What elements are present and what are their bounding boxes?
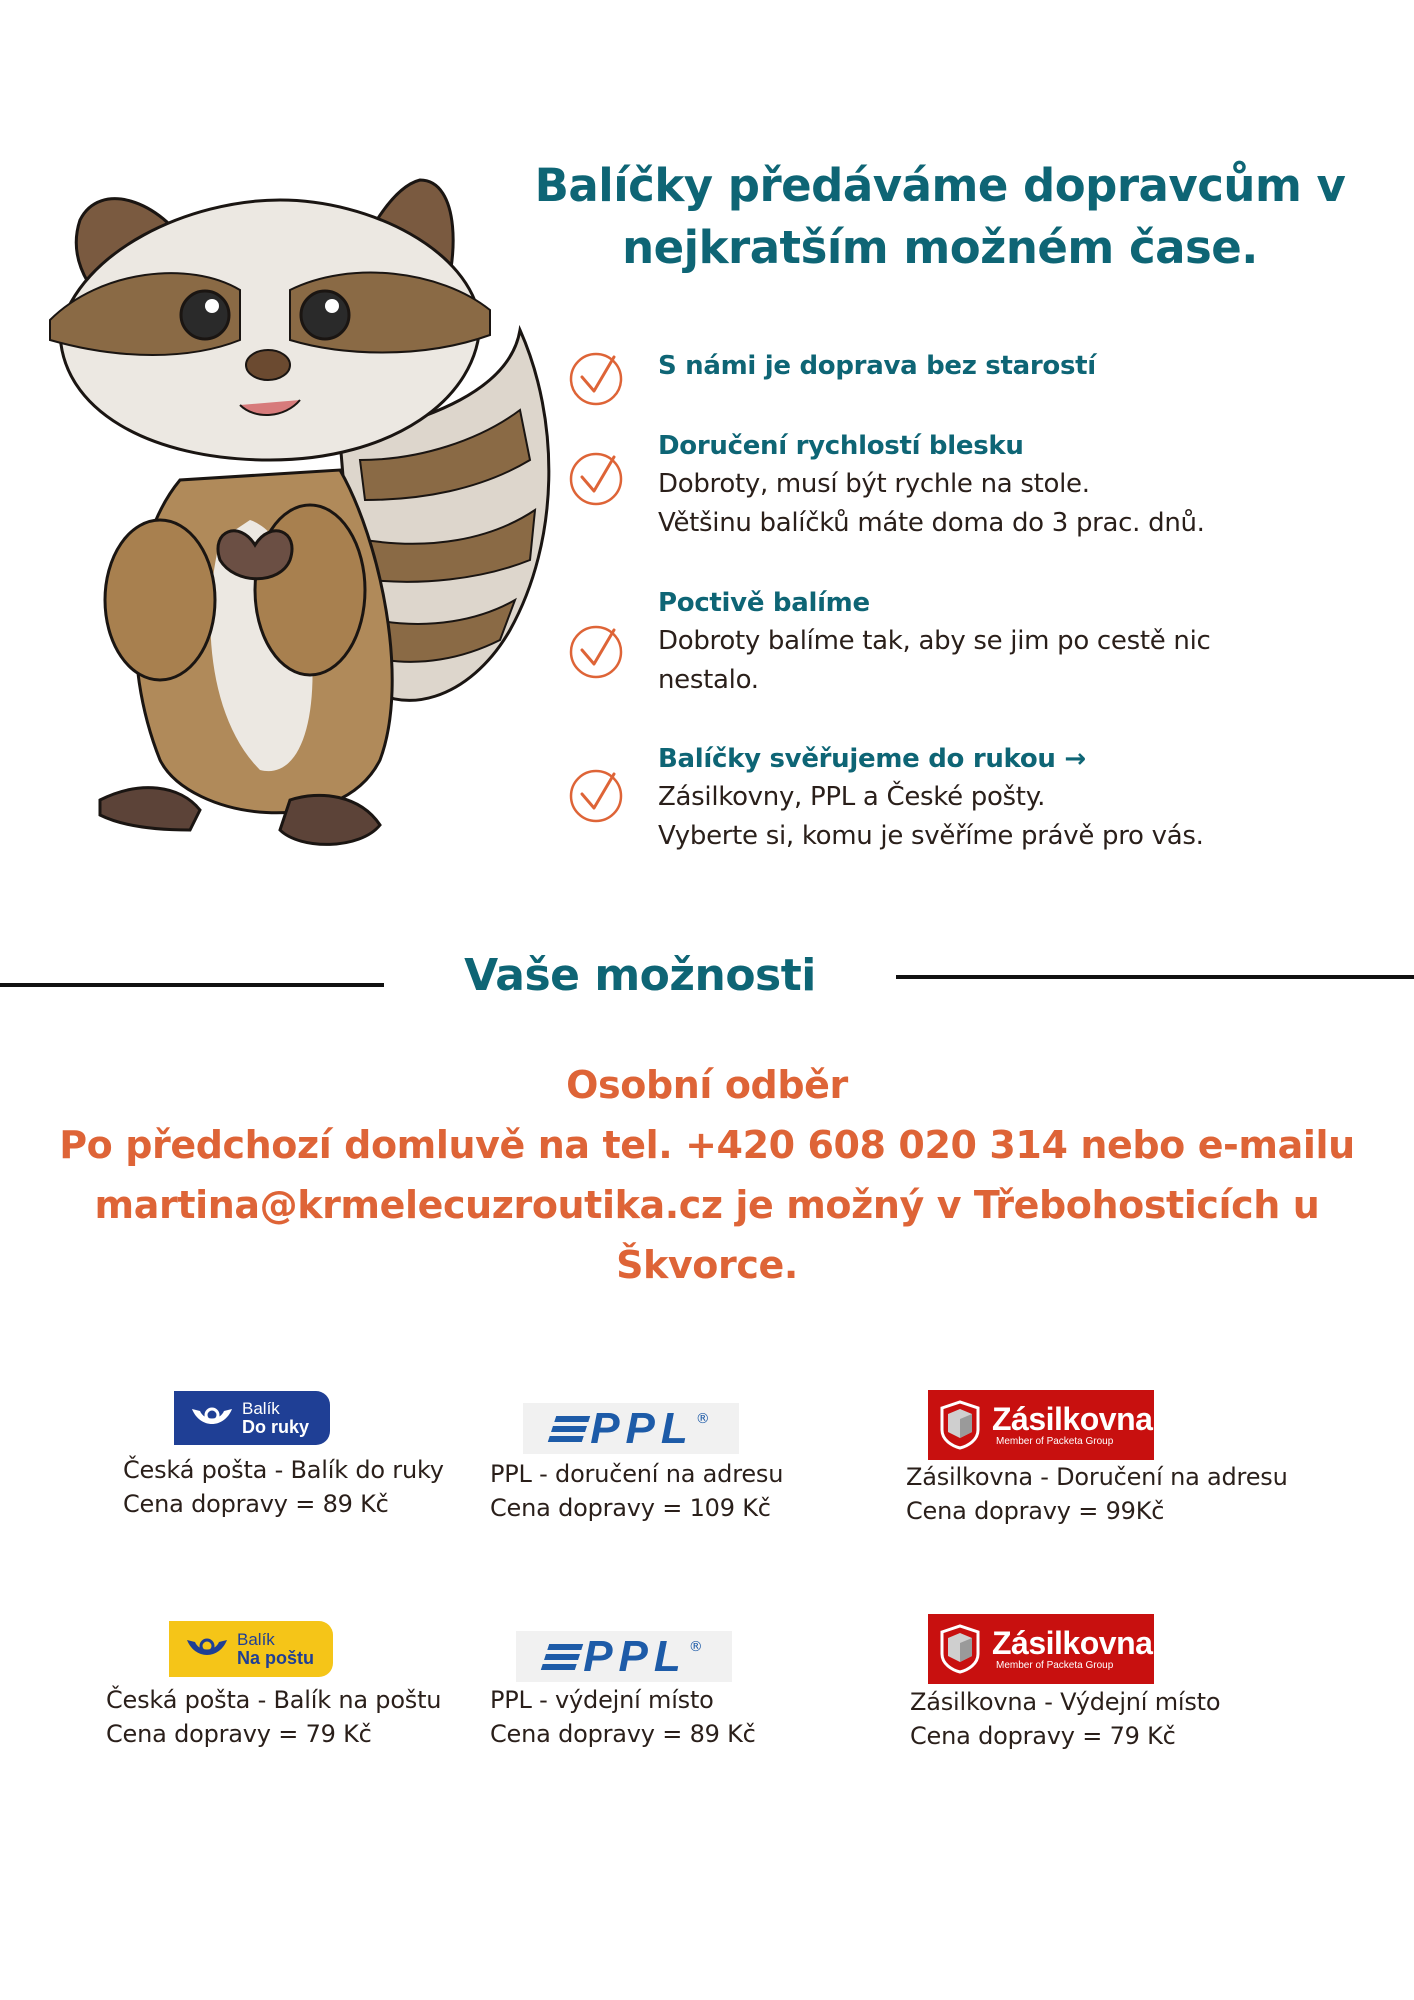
pickup-info [30, 1055, 1384, 1295]
registered-mark: ® [688, 1639, 703, 1655]
check-circle-icon [568, 447, 628, 507]
ppl-logo [523, 1403, 739, 1454]
logo-text: Balík [237, 1630, 275, 1649]
divider-left [0, 983, 384, 987]
pickup-title: Osobní odběr [566, 1063, 848, 1107]
feature-title: Balíčky svěřujeme do rukou → [658, 744, 1086, 774]
check-circle-icon [568, 620, 628, 680]
package-shield-icon [938, 1624, 982, 1674]
check-circle-icon [568, 764, 628, 824]
feature-item [568, 347, 1288, 407]
carrier-option[interactable] [490, 1683, 756, 1751]
raccoon-mascot [40, 160, 570, 870]
feature-body-line: nestalo. [658, 665, 759, 695]
carrier-option[interactable] [910, 1685, 1220, 1753]
carrier-name: PPL - doručení na adresu [490, 1460, 784, 1488]
feature-body-line: Zásilkovny, PPL a České pošty. [658, 782, 1046, 812]
logo-text: Na poštu [237, 1648, 315, 1668]
zasilkovna-logo [928, 1390, 1154, 1460]
ceska-posta-balik-na-postu-logo [169, 1621, 333, 1677]
logo-subtext: Member of Packeta Group [996, 1660, 1114, 1671]
registered-mark: ® [695, 1411, 710, 1427]
feature-item [568, 584, 1288, 704]
package-shield-icon [938, 1400, 982, 1450]
section-title: Vaše možnosti [464, 950, 816, 1001]
logo-text: PPL [583, 1631, 687, 1681]
pickup-line: Po předchozí domluvě na tel. +420 608 020 314 nebo e-mailu [59, 1123, 1355, 1167]
ceska-posta-balik-do-ruky-logo [174, 1391, 330, 1445]
carrier-price: Cena dopravy = 79 Kč [910, 1722, 1176, 1750]
carrier-name: Česká pošta - Balík na poštu [106, 1686, 442, 1714]
feature-body-line: Dobroty, musí být rychle na stole. [658, 469, 1090, 499]
feature-title: S námi je doprava bez starostí [658, 351, 1096, 381]
pickup-line: Škvorce. [616, 1243, 798, 1287]
feature-body-line: Většinu balíčků máte doma do 3 prac. dnů. [658, 508, 1205, 538]
logo-subtext: Member of Packeta Group [996, 1436, 1114, 1447]
logo-text: Do ruky [242, 1417, 310, 1437]
carrier-option[interactable] [106, 1683, 441, 1751]
divider-right [896, 975, 1414, 979]
carrier-price: Cena dopravy = 89 Kč [490, 1720, 756, 1748]
carrier-option[interactable] [490, 1457, 783, 1525]
logo-text: Zásilkovna [992, 1401, 1153, 1437]
posthorn-icon [185, 1634, 229, 1664]
posthorn-icon [190, 1403, 234, 1433]
hero-title [520, 155, 1360, 279]
ppl-speed-bars-icon [548, 1416, 590, 1442]
logo-text: PPL [590, 1403, 694, 1453]
carrier-name: PPL - výdejní místo [490, 1686, 714, 1714]
logo-text: Balík [242, 1399, 280, 1418]
feature-body-line: Vyberte si, komu je svěříme právě pro vás. [658, 821, 1204, 851]
hero-title-line-1: Balíčky předáváme dopravcům v [534, 159, 1346, 212]
carrier-name: Zásilkovna - Výdejní místo [910, 1688, 1221, 1716]
feature-title: Poctivě balíme [658, 588, 870, 618]
carrier-price: Cena dopravy = 99Kč [906, 1497, 1165, 1525]
hero-title-line-2: nejkratším možném čase. [622, 221, 1258, 274]
ppl-logo [516, 1631, 732, 1682]
carrier-price: Cena dopravy = 109 Kč [490, 1494, 771, 1522]
pickup-line: martina@krmelecuzroutika.cz je možný v Třebohosticích u [94, 1183, 1320, 1227]
ppl-speed-bars-icon [541, 1644, 583, 1670]
feature-title: Doručení rychlostí blesku [658, 431, 1024, 461]
carrier-option[interactable] [123, 1453, 444, 1521]
feature-body-line: Dobroty balíme tak, aby se jim po cestě nic [658, 626, 1211, 656]
feature-item [568, 427, 1288, 547]
carrier-price: Cena dopravy = 79 Kč [106, 1720, 372, 1748]
zasilkovna-logo [928, 1614, 1154, 1684]
carrier-name: Zásilkovna - Doručení na adresu [906, 1463, 1288, 1491]
feature-item [568, 740, 1288, 860]
carrier-price: Cena dopravy = 89 Kč [123, 1490, 389, 1518]
check-circle-icon [568, 347, 628, 407]
carrier-option[interactable] [906, 1460, 1288, 1528]
logo-text: Zásilkovna [992, 1625, 1153, 1661]
carrier-name: Česká pošta - Balík do ruky [123, 1456, 444, 1484]
raccoon-illustration-icon [40, 160, 570, 870]
